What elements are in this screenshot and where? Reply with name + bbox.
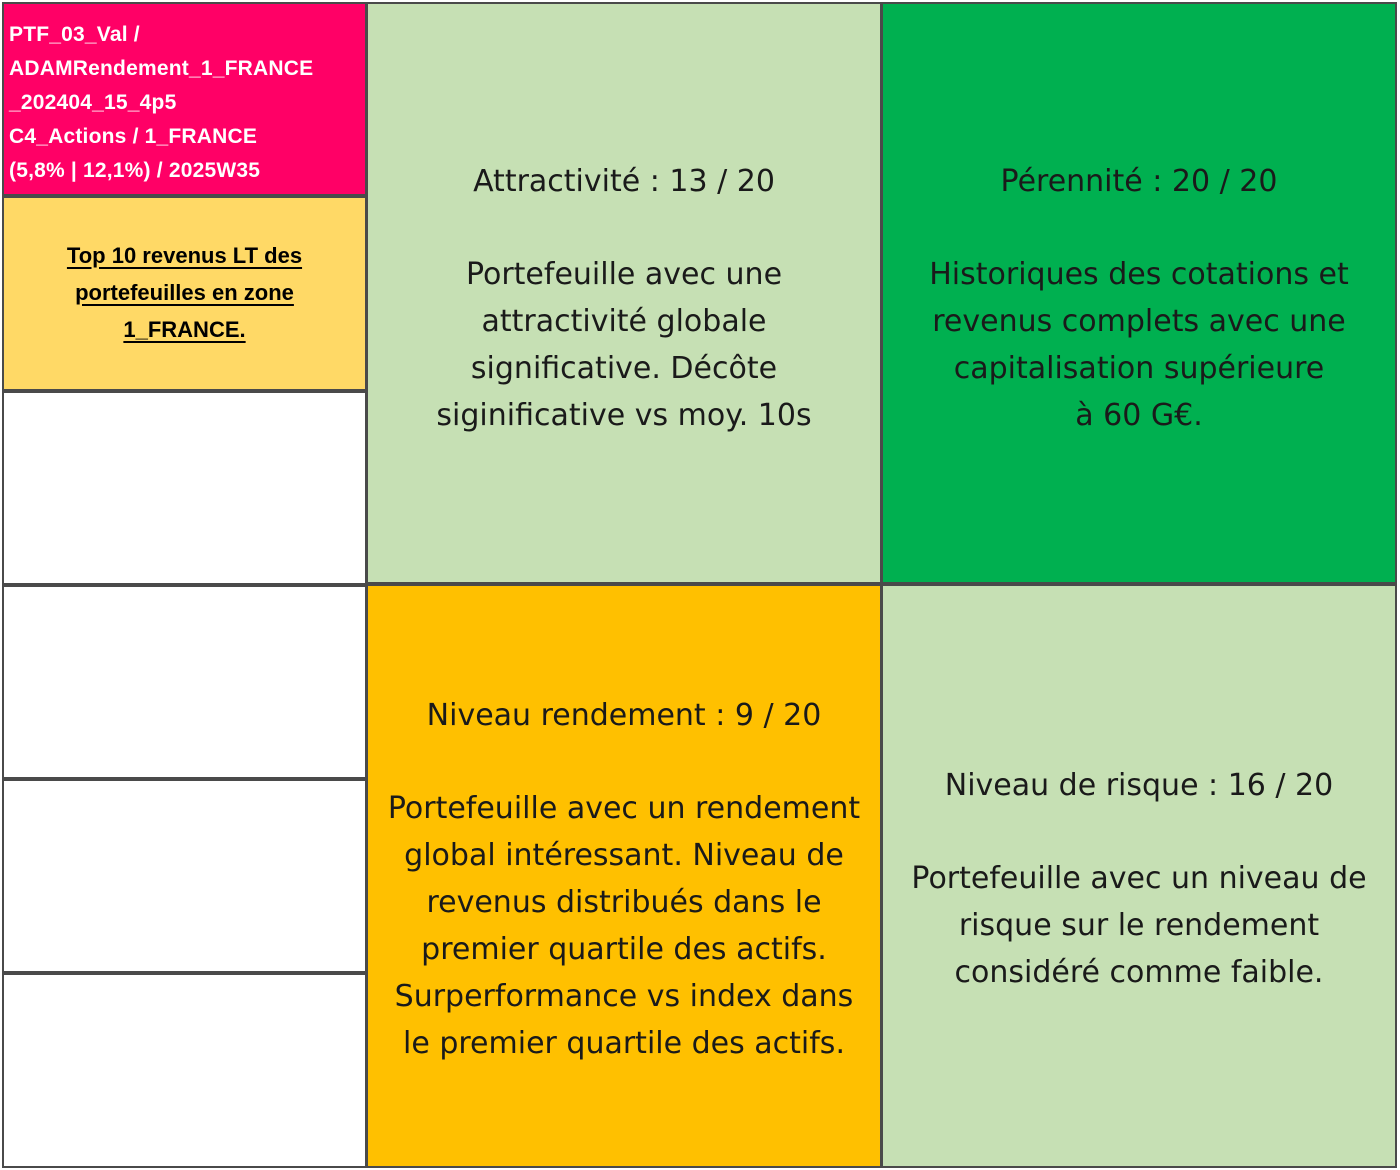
rendement-line: Portefeuille avec un rendement [387, 791, 861, 826]
title-line: portefeuilles en zone [75, 280, 294, 305]
attractivite-line: Portefeuille avec une [465, 257, 783, 292]
title-line: 1_FRANCE. [123, 317, 246, 342]
header-line: ADAMRendement_1_FRANCE [9, 57, 314, 80]
perennite-line: Historiques des cotations et [929, 257, 1349, 292]
rendement-line: global intéressant. Niveau de [404, 838, 844, 873]
header-line: (5,8% | 12,1%) / 2025W35 [9, 159, 261, 182]
rendement-line: revenus distribués dans le [426, 885, 822, 920]
risque-line: considéré comme faible. [954, 955, 1324, 990]
attractivite-line: attractivité globale [481, 304, 767, 339]
rendement-line: premier quartile des actifs. [421, 932, 827, 967]
rendement-line: Surperformance vs index dans [394, 979, 854, 1014]
ranking-title [2, 196, 367, 391]
attractivite-score-card [366, 2, 882, 584]
perennite-line: capitalisation supérieure [953, 351, 1325, 386]
attractivite-heading: Attractivité : 13 / 20 [473, 164, 775, 199]
empty-cell [2, 973, 367, 1168]
perennite-heading: Pérennité : 20 / 20 [1000, 164, 1278, 199]
attractivite-line: siginificative vs moy. 10s [436, 398, 812, 433]
empty-cell [2, 585, 367, 779]
rendement-heading: Niveau rendement : 9 / 20 [426, 698, 822, 733]
title-line: Top 10 revenus LT des [66, 243, 303, 268]
rendement-score-card [366, 584, 882, 1168]
empty-cell [2, 779, 367, 973]
risque-line: risque sur le rendement [958, 908, 1320, 943]
header-line: _202404_15_4p5 [9, 91, 177, 114]
perennite-line: à 60 G€. [1075, 398, 1203, 433]
risque-heading: Niveau de risque : 16 / 20 [944, 768, 1334, 803]
perennite-line: revenus complets avec une [932, 304, 1346, 339]
header-line: C4_Actions / 1_FRANCE [9, 125, 258, 148]
perennite-score-card [881, 2, 1397, 584]
attractivite-line: significative. Décôte [470, 351, 778, 386]
risque-score-card [881, 584, 1397, 1168]
header-line: PTF_03_Val / [9, 23, 140, 46]
rendement-line: le premier quartile des actifs. [403, 1026, 845, 1061]
empty-cell [2, 391, 367, 585]
portfolio-header [2, 2, 367, 196]
risque-line: Portefeuille avec un niveau de [911, 861, 1367, 896]
